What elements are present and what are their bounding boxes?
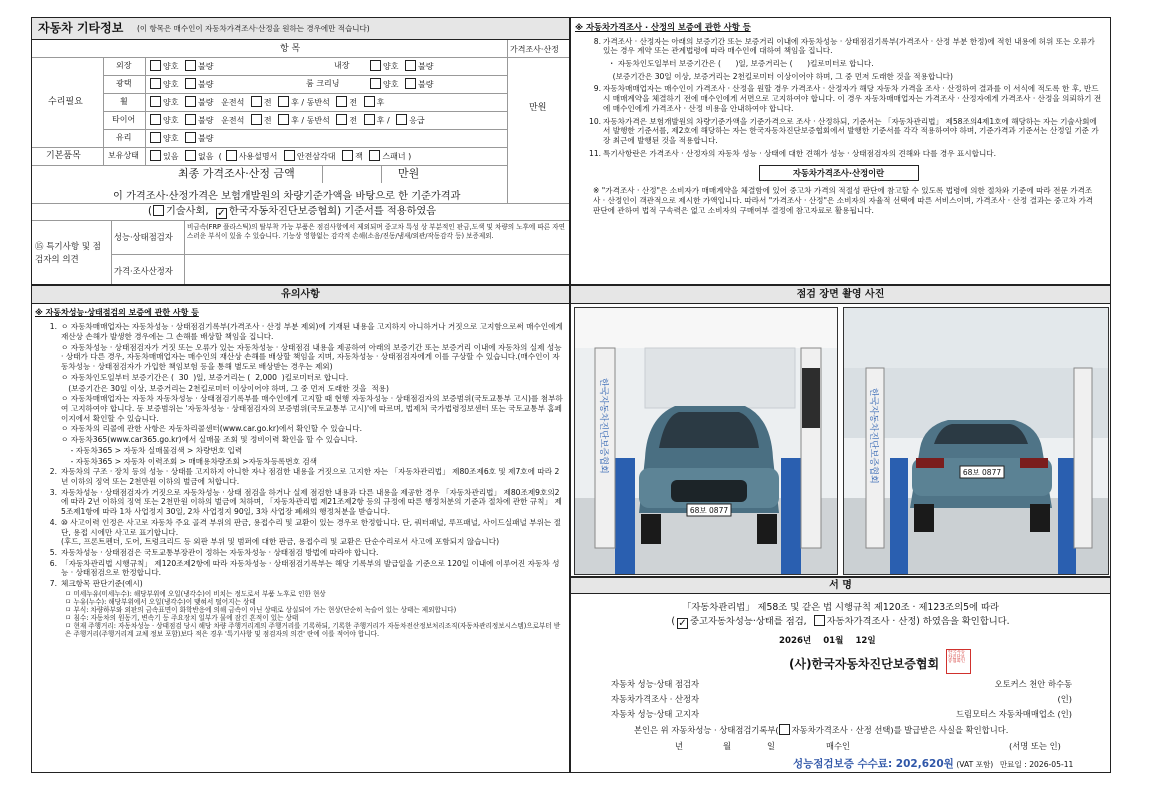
holding-manual-checkbox[interactable]	[226, 150, 237, 161]
rear-plate-text: 68보 0877	[962, 468, 1002, 477]
sign-line-2: (✓ 중고자동차성능·상태를 점검, 자동차가격조사 · 산정) 하였음을 확인합니다.	[571, 615, 1110, 629]
price-guarantee-items	[575, 37, 1102, 159]
tire-driver-rear-checkbox[interactable]	[278, 114, 289, 125]
wheel-driver-rear-checkbox[interactable]	[278, 96, 289, 107]
holding-triangle-checkbox[interactable]	[284, 150, 295, 161]
sign-row-value[interactable]: 드림모터스 자동차매매업소 (인)	[956, 709, 1072, 719]
special-notes-label: ⑮ 특기사항 및 점검자의 의견	[35, 242, 101, 266]
row-holding-label: 보유상태	[108, 151, 139, 160]
final-price-unit: 만원	[398, 167, 420, 180]
photos-panel	[570, 285, 1111, 577]
sign-row-label: 자동차 성능·상태 점검자	[611, 679, 700, 689]
row-roomclean-label: 룸 크리닝	[306, 79, 340, 88]
other-info-panel	[31, 17, 570, 285]
row-interior-options: 양호 불량	[366, 60, 433, 72]
special-perf-label: 성능·상태점검자	[114, 232, 173, 242]
holding-have-checkbox[interactable]	[150, 150, 161, 161]
fee-label: 성능점검보증 수수료: 202,620원	[793, 758, 954, 770]
tire-good-checkbox[interactable]	[150, 114, 161, 125]
other-info-title: 자동차 기타정보	[38, 21, 124, 35]
basis-line-1: 이 가격조사·산정가격은 보험개발원의 차량기준가액을 바탕으로 한 기준가격과	[113, 191, 461, 202]
notes-bullet: ㅇ 자동차인도일부터 보증기간은 ( 30 )일, 보증거리는 ( 2,000 )킬로미터로 합니다.	[61, 372, 349, 382]
photos-header: 점검 장면 촬영 사진	[571, 286, 1110, 304]
wheel-passenger-rear-checkbox[interactable]	[364, 96, 375, 107]
fee-expiry: 만료일 : 2026-05-11	[999, 760, 1074, 769]
notes-bullet: ㅇ 자동차365(www.car365.go.kr)에서 실매물 조회 및 정비이력 확인을 할 수 있습니다.	[61, 435, 358, 445]
exterior-bad-checkbox[interactable]	[185, 60, 196, 71]
row-interior-label: 내장	[334, 61, 350, 70]
notes-clause: 5. 자동차성능 · 상태점검은 국토교통부장관이 정하는 자동차성능 · 상태점검 방법에 따라야 합니다.	[49, 548, 379, 558]
criteria-bullet: ㅁ 부식: 차량하부와 외판의 금속표면이 화학반응에 의해 금속이 아닌 상태로 상실되어 가는 현상(단순히 녹슬어 있는 상태는 제외합니다)	[65, 605, 457, 614]
criteria-bullet: ㅁ 누유(누수): 해당부위에서 오일(냉각수)이 맺혀서 떨어지는 상태	[65, 597, 256, 606]
final-price-input[interactable]	[322, 166, 382, 183]
front-plate-text: 68보 0877	[689, 506, 729, 515]
holding-spanner-checkbox[interactable]	[369, 150, 380, 161]
gloss-bad-checkbox[interactable]	[185, 78, 196, 89]
row-glass-options: 양호 불량	[146, 132, 213, 144]
row-gloss-label: 광택	[116, 79, 132, 88]
criteria-bullet: ㅁ 현재 주행거리: 자동차성능 · 상태점검 당시 해당 차량 주행거리계의 주행거리를 기록하되, 기록한 주행거리가 자동차전산정보처리조직(자동차관리정보시스템)으로부터 받은 주행거리(주행거리계 교체 정보 포함)보다 적은 경우 '특기사항 및 점검자의 의견' 란에 이를 적어야 합니다.	[65, 622, 561, 639]
notes-header: 유의사항	[32, 286, 569, 304]
inspection-photo-rear	[843, 307, 1109, 575]
roomclean-good-checkbox[interactable]	[370, 78, 381, 89]
price-def-title: 자동차가격조사·산정이란	[759, 165, 919, 182]
roomclean-bad-checkbox[interactable]	[405, 78, 416, 89]
rear-banner-text: 한국자동차진단보증협회	[868, 388, 878, 484]
basis-techsociety-checkbox[interactable]	[153, 205, 164, 216]
final-price-label: 최종 가격조사·산정 금액	[178, 167, 295, 180]
wheel-bad-checkbox[interactable]	[185, 96, 196, 107]
notes-bullet: ㅇ 자동차매매업자는 자동차 자동차성능 · 상태점검기록부를 매수인에게 고지할 때 현행 자동차성능 · 상태점검자의 보증범위(국토교통부 고시)를 첨부하여 고지하여야 합니다. 동 보증범위는 '자동차성능 · 상태점검자의 보증범위(국토교통부 고시)'에 따르며, 법제처 국가법령정보센터 또는 국토교통부 홈페이지에서 확인할 수 있습니다.	[61, 394, 563, 423]
other-info-titlebar	[32, 18, 569, 40]
row-tire-options: 양호 불량 운전석 전 후 / 동반석 전 후 / 응급	[146, 114, 425, 126]
price-guarantee-clause: 9. 자동차매매업자는 매수인이 가격조사 · 산정을 원할 경우 가격조사 · 산정자가 해당 자동차 가격을 조사 · 산정하여 결과를 이 서식에 적도록 한 후, 반드시 매매계약을 체결하기 전에 매수인에게 서면으로 고지하여야 합니다. 이 경우 자동차매매업자는 가격조사 · 산정자에게 가격조사 · 산정을 의뢰하기 전에 매수인에게 가격조사 · 산정 비용을 안내하여야 합니다.	[593, 84, 1102, 113]
price-guarantee-clause: 10. 자동차가격은 보험개발원의 차량기준가액을 기준가격으로 조사 · 산정하되, 기준서는 「자동차관리법」 제58조의4제1호에 해당하는 자는 기술사회에서 발행한 기준서를, 제2호에 해당하는 자는 한국자동차진단보증협회에서 발행한 기준서를 각각 적용하여야 하며, 기준가격과 기준서는 산정일 기준 가장 최근에 발행된 것을 적용합니다.	[589, 116, 1099, 146]
notes-clause: 6. 「자동차관리법 시행규칙」 제120조제2항에 따라 자동차성능 · 상태점검기록부는 해당 기록부의 발급일을 기준으로 120일 이내에 이루어진 자동차 성능 · 상태점검으로 한정합니다.	[49, 558, 560, 578]
receipt-price-checkbox[interactable]	[779, 724, 790, 735]
front-car-illustration	[575, 308, 838, 575]
row-tire-label: 타이어	[112, 115, 136, 124]
notes-bullet: - 자동차365 > 자동차 실매물검색 > 차량번호 입력	[61, 445, 243, 455]
tire-bad-checkbox[interactable]	[185, 114, 196, 125]
notes-item1-num: 1.	[49, 322, 57, 332]
sign-row-value[interactable]: 오토커스 천안 하수동	[994, 679, 1072, 689]
wheel-driver-front-checkbox[interactable]	[251, 96, 262, 107]
group-repair-label: 수리필요	[48, 97, 83, 107]
buyer-label: 매수인	[826, 741, 851, 751]
row-wheel-options: 양호 불량 운전석 전 후 / 동반석 전 후	[146, 96, 384, 108]
notes-item1-bullets	[61, 322, 566, 467]
price-guarantee-panel	[570, 17, 1111, 285]
notes-bullet: ㅇ 자동차성능 · 상태점검자가 거짓 또는 오류가 있는 자동차성능 · 상태점검 내용을 제공하여 아래의 보증기간 또는 보증거리 이내에 자동차의 실제 성능 · 상태가 다른 경우, 자동차매매업자는 매수인의 재산상 손해를 배상할 책임을 지며, 자동차성능 · 상태점검자에게 이를 구상할 수 있습니다.(매수인이 자동차성능 · 상태점검자가 가입한 책임보험 등을 통해 별도로 배상받는 경우는 제외)	[61, 342, 564, 372]
glass-good-checkbox[interactable]	[150, 132, 161, 143]
sign-row-label: 자동차가격조사 · 산정자	[611, 694, 700, 704]
price-guarantee-clause: 11. 특기사항란은 가격조사 · 산정자의 자동차 성능 · 상태에 대한 견해가 성능 · 상태점검자의 견해와 다를 경우 표시합니다.	[589, 148, 997, 158]
price-def-text: ※ "가격조사 · 산정"은 소비자가 매매계약을 체결함에 있어 중고차 가격의 적절성 판단에 참고할 수 있도록 법령에 의한 절차와 기준에 따라 전문 가격조사 · 산정인이 객관적으로 제시한 가액입니다. 따라서 "가격조사 · 산정"은 소비자의 자율적 선택에 따른 서비스이며, 가격조사 · 산정 결과는 중고차 가격판단에 관하여 법적 구속력은 없고 소비자의 구매여부 결정에 참고자료로 활용됩니다.	[593, 186, 1094, 215]
notes-items	[35, 467, 563, 589]
fee-vat: (VAT 포함)	[956, 760, 994, 769]
row-gloss-options: 양호 불량	[146, 78, 213, 90]
notes-bullet: ㅇ 자동차의 리콜에 관한 사항은 자동차리콜센터(www.car.go.kr)에서 확인할 수 있습니다.	[61, 424, 362, 434]
sign-row-value[interactable]: (인)	[1057, 694, 1072, 704]
col-item-header: 항 목	[280, 44, 301, 54]
tire-driver-front-checkbox[interactable]	[251, 114, 262, 125]
special-perf-text: 비금속(FRP 플라스틱)의 탈부착 가능 부품은 점검사항에서 제외되며 중고차 특성 상 부분적인 판금,도색 및 차량의 노후에 따른 자연스러운 부식이 있을 수 있습니다. 기능상 영향없는 감각적 손해(소음/진동/냄새/외관/작동감각 등) 보증제외.	[187, 223, 565, 240]
tire-spare-checkbox[interactable]	[396, 114, 407, 125]
holding-jack-checkbox[interactable]	[342, 150, 353, 161]
basis-kaida-checkbox[interactable]	[216, 208, 227, 219]
signature-panel: 서 명 「자동차관리법」 제58조 및 같은 법 시행규칙 제120조 · 제123조의5에 따라 (✓ 중고자동차성능·상태를 점검, 자동차가격조사 · 산정) 하였음을 확인합니다. 2026년 01월 12일 (사)한국자동차진단보증협회 한국자동차진단보증협회인 자동차 성능·상태 점검자 오토커스 천안 하수동 자동차가격조사 · 산정자 (인) 자동차 성능·상태 고지자 드림모터스 자동차매매업소 (인) 본인은 위 자동차성능 · 상태점검기록부( 자동차가격조사 · 산정 선택)를 발급받은 사실을 확인합니다. 년 월 일 매수인 (서명 또는 인) 성능점검보증 수수료: 202,620원 (VAT 포함) 만료일 : 2026-05-11	[570, 577, 1111, 773]
sign-price-checkbox[interactable]	[814, 615, 825, 626]
notes-item7-bullets	[35, 590, 563, 638]
special-price-label: 가격·조사산정자	[114, 266, 173, 276]
notes-subheader: ※ 자동차성능·상태점검의 보증에 관한 사항 등	[35, 308, 199, 317]
org-seal: 한국자동차진단보증협회인	[946, 649, 971, 674]
notes-panel	[31, 285, 570, 773]
row-glass-label: 유리	[116, 133, 132, 142]
notes-clause: 3. 자동차성능 · 상태점검자가 거짓으로 자동차성능 · 상태 점검을 하거나 실제 점검한 내용과 다른 내용을 제공한 경우 「자동차관리법」 제80조제9호의2에 따라 2년 이하의 징역 또는 2천만원 이하의 벌금에 처하며, 「자동차관리법 제21조제2항 등의 규정에 따른 행정처분의 기준과 절차에 관한 규칙」 제5조제1항에 따라 1차 사업정지 30일, 2차 사업정지 90일, 3차 사업장 폐쇄의 행정처분을 받습니다.	[49, 487, 562, 517]
inspection-photo-front	[574, 307, 838, 575]
front-banner-text: 한국자동차진단보증협회	[598, 378, 608, 474]
price-value: 만원	[529, 103, 547, 113]
criteria-bullet: ㅁ 미세누유(미세누수): 해당부위에 오일(냉각수)이 비치는 정도로서 부품 노후로 인한 현상	[65, 589, 326, 598]
rear-car-illustration	[844, 308, 1109, 575]
interior-good-checkbox[interactable]	[370, 60, 381, 71]
tire-passenger-rear-checkbox[interactable]	[364, 114, 375, 125]
row-roomclean-options: 양호 불량	[366, 78, 433, 90]
row-exterior-label: 외장	[116, 61, 132, 70]
fee-line	[793, 758, 1073, 771]
wheel-passenger-front-checkbox[interactable]	[336, 96, 347, 107]
basis-line-2: ( 기술사회, ✓ 한국자동차진단보증협회) 기준서를 적용하였음	[148, 205, 436, 219]
price-guarantee-clause: (보증기간은 30일 이상, 보증거리는 2천킬로미터 이상이어야 하며, 그 중 먼저 도래한 것을 적용합니다)	[603, 71, 953, 81]
receipt-line: 본인은 위 자동차성능 · 상태점검기록부( 자동차가격조사 · 산정 선택)를 발급받은 사실을 확인합니다.	[634, 725, 1009, 735]
price-guarantee-clause: 8. 가격조사 · 산정자는 아래의 보증기간 또는 보증거리 이내에 자동차성능 · 상태점검기록부(가격조사 · 산정 부분 한정)에 적힌 내용에 허위 또는 오류가 있는 경우 계약 또는 관계법령에 따라 매수인에 대하여 책임을 집니다.	[593, 36, 1098, 56]
sign-line-1: 「자동차관리법」 제58조 및 같은 법 시행규칙 제120조 · 제123조의5에 따라	[682, 602, 999, 613]
notes-bullet: - 자동차365 > 자동차 이력조회 > 매매용차량조회 >자동차등록번호 검색	[61, 456, 318, 466]
price-guarantee-header: ※ 자동차가격조사 · 산정의 보증에 관한 사항 등	[575, 22, 751, 32]
interior-bad-checkbox[interactable]	[405, 60, 416, 71]
sign-row-label: 자동차 성능·상태 고지자	[611, 709, 700, 719]
notes-bullet: (보증기간은 30일 이상, 보증거리는 2천킬로미터 이상이어야 하며, 그 중 먼저 도래한 것을 적용)	[61, 383, 389, 393]
col-price-header: 가격조사·산정	[510, 45, 559, 54]
price-guarantee-clause: ・ 자동차인도일부터 보증기간은 ( )일, 보증거리는 ( )킬로미터로 합니다.	[603, 59, 874, 69]
sign-performance-checkbox[interactable]	[677, 618, 688, 629]
exterior-good-checkbox[interactable]	[150, 60, 161, 71]
notes-clause: 4. ⑩ 사고이력 인정은 사고로 자동차 주요 골격 부위의 판금, 용접수리 및 교환이 있는 경우로 한정합니다. 단, 쿼터패널, 루프패널, 사이드실패널 부위는 절단, 용접 시에만 사고로 표기합니다. (후드, 프론트펜더, 도어, 트렁크리드 등 외판 부위 및 범퍼에 대한 판금, 용접수리 및 교환은 단순수리로서 사고에 포함되지 않습니다)	[49, 517, 561, 547]
wheel-good-checkbox[interactable]	[150, 96, 161, 107]
tire-passenger-front-checkbox[interactable]	[336, 114, 347, 125]
other-info-note: (이 항목은 매수인이 자동차가격조사·산정을 원하는 경우에만 적습니다)	[137, 24, 370, 33]
row-wheel-label: 휠	[120, 97, 128, 106]
notes-clause: 7. 체크항목 판단기준(예시)	[49, 579, 143, 589]
group-basic-label: 기본품목	[46, 151, 81, 161]
gloss-good-checkbox[interactable]	[150, 78, 161, 89]
notes-clause: 2. 자동차의 구조 · 장치 등의 성능 · 상태를 고지하지 아니한 자나 점검한 내용을 거짓으로 고지한 자는 「자동차관리법」 제80조제6호 및 제7호에 따라 2년 이하의 징역 또는 2천만원 이하의 벌금에 처합니다.	[49, 467, 560, 487]
buyer-sign-slot[interactable]: (서명 또는 인)	[1009, 741, 1061, 751]
sign-date: 2026년 01월 12일	[779, 636, 876, 646]
row-holding-options: 있음 없음 ( 사용설명서 안전삼각대 잭 스패너 )	[146, 150, 411, 162]
holding-none-checkbox[interactable]	[185, 150, 196, 161]
glass-bad-checkbox[interactable]	[185, 132, 196, 143]
criteria-bullet: ㅁ 침수: 자동차의 원동기, 변속기 등 주요장치 일부가 물에 잠긴 흔적이 있는 상태	[65, 614, 299, 623]
sign-org: (사)한국자동차진단보증협회	[789, 657, 940, 671]
row-exterior-options: 양호 불량	[146, 60, 213, 72]
notes-bullet: ㅇ 자동차매매업자는 자동차성능 · 상태점검기록부(가격조사 · 산정 부분 제외)에 기재된 내용을 고지하지 아니하거나 거짓으로 고지함으로써 매수인에게 재산상 손해가 발생한 경우에는 그 손해를 배상할 책임을 집니다.	[61, 322, 566, 341]
signature-header: 서 명	[571, 578, 1110, 594]
